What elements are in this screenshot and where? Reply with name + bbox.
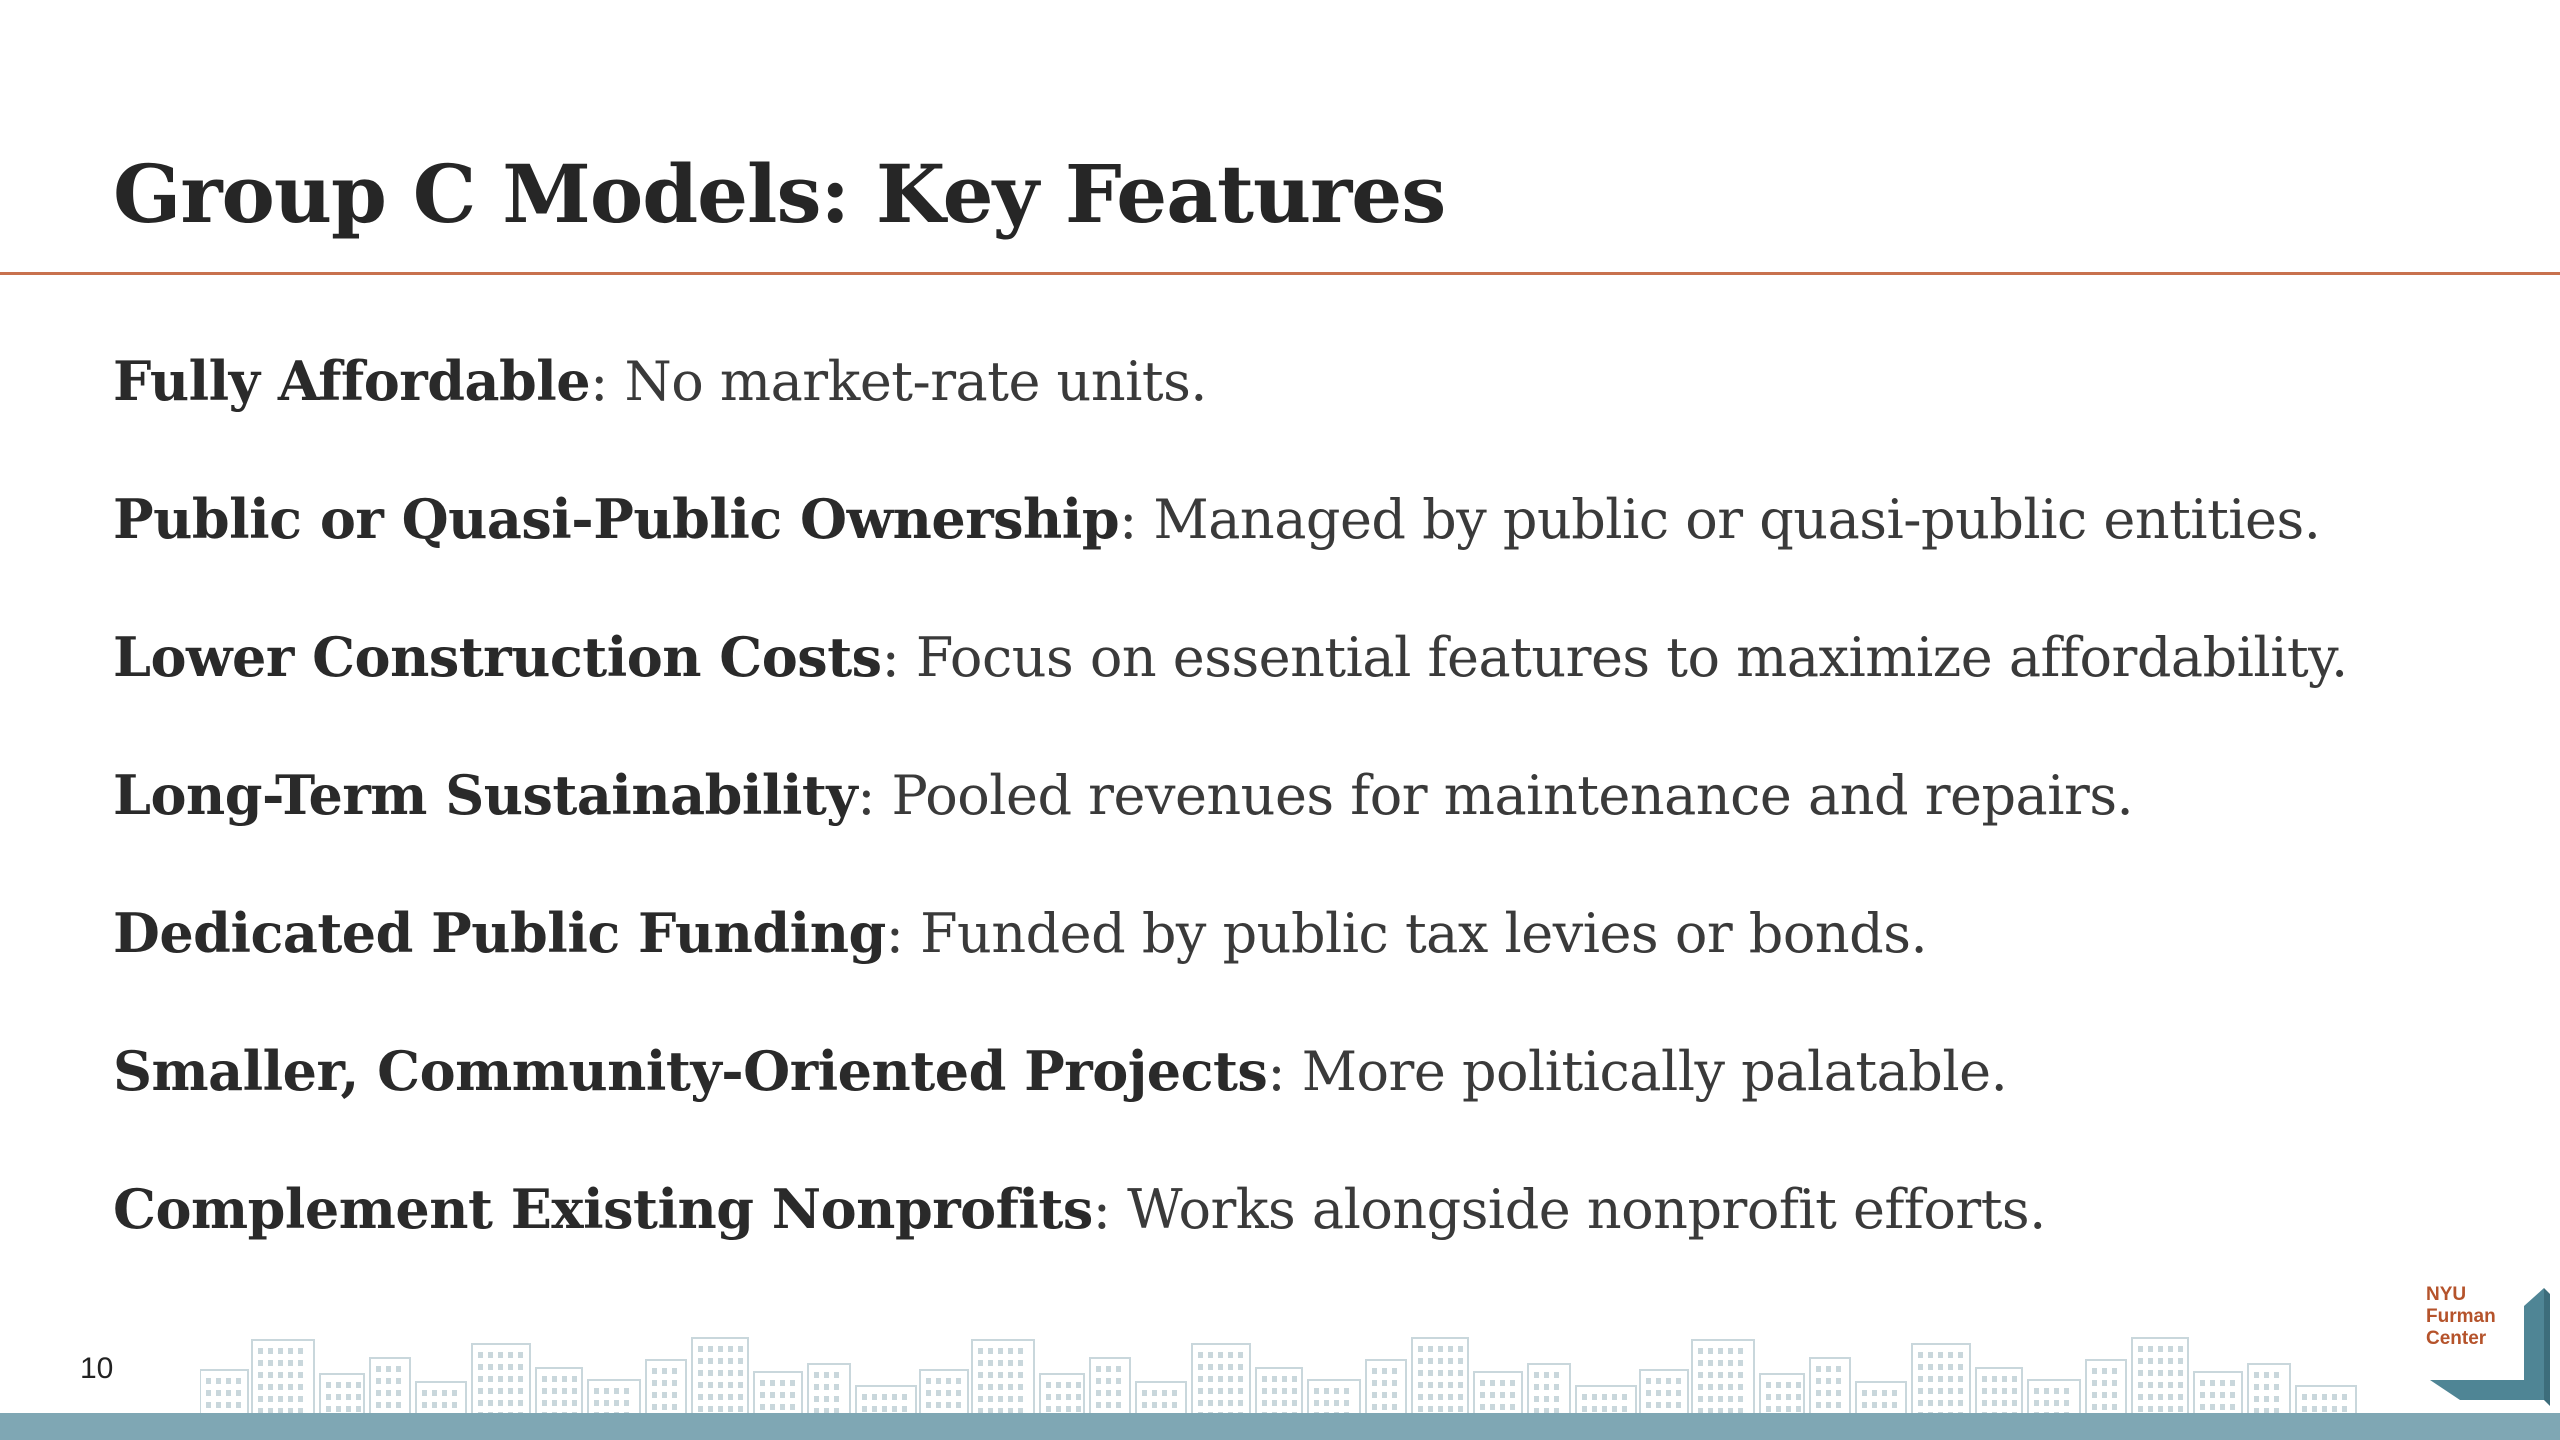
logo-line: Furman (2426, 1306, 2496, 1327)
page-number: 10 (80, 1352, 114, 1385)
feature-item (113, 892, 2443, 1030)
footer-band (0, 1413, 2560, 1440)
logo-line: Center (2426, 1328, 2487, 1349)
feature-description: : Focus on essential features to maximize affordability. (881, 626, 2348, 689)
feature-item (113, 754, 2443, 892)
feature-description: : More politically palatable. (1267, 1040, 2008, 1103)
feature-item (113, 478, 2443, 616)
feature-description: : Pooled revenues for maintenance and repairs. (857, 764, 2134, 827)
feature-term: Complement Existing Nonprofits (113, 1177, 1093, 1241)
feature-term: Public or Quasi-Public Ownership (113, 487, 1120, 551)
title-divider (0, 272, 2560, 275)
feature-term: Dedicated Public Funding (113, 901, 886, 965)
feature-term: Fully Affordable (113, 349, 591, 413)
feature-item (113, 616, 2443, 754)
slide-title: Group C Models: Key Features (113, 147, 1446, 241)
feature-description: : Managed by public or quasi-public entities. (1119, 488, 2321, 551)
feature-term: Long-Term Sustainability (113, 763, 858, 827)
feature-term: Lower Construction Costs (113, 625, 882, 689)
feature-item (113, 340, 2443, 478)
feature-item (113, 1030, 2443, 1168)
logo-text (2426, 1284, 2516, 1350)
feature-item (113, 1168, 2443, 1306)
nyu-furman-center-logo (2420, 1280, 2550, 1410)
feature-list (113, 340, 2443, 1306)
feature-description: : No market-rate units. (590, 350, 1207, 413)
feature-description: : Works alongside nonprofit efforts. (1092, 1178, 2046, 1241)
logo-line: NYU (2426, 1284, 2467, 1305)
feature-term: Smaller, Community-Oriented Projects (113, 1039, 1268, 1103)
feature-description: : Funded by public tax levies or bonds. (885, 902, 1928, 965)
